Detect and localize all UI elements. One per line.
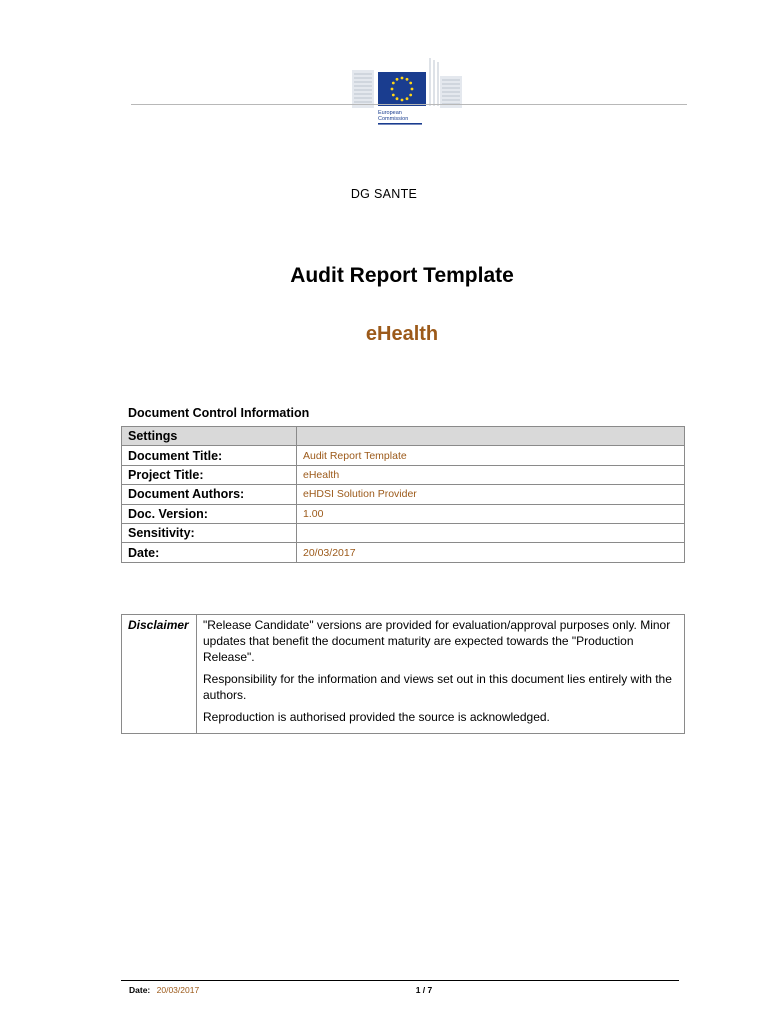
row-label: Doc. Version: [122,504,297,523]
table-row [122,446,685,465]
row-value: eHDSI Solution Provider [297,485,685,504]
disclaimer-paragraph: Responsibility for the information and views set out in this document lies entirely with the authors. [203,672,672,702]
row-label: Document Authors: [122,485,297,504]
european-commission-logo [352,56,464,128]
table-row [122,504,685,523]
table-row [122,485,685,504]
footer-rule [121,980,679,981]
disclaimer-paragraph: "Release Candidate" versions are provided for evaluation/approval purposes only. Minor updates that benefit the document maturity are expected towards the "Production Release". [203,618,671,664]
table-row [122,427,685,446]
row-label: Date: [122,543,297,562]
document-title: Audit Report Template [290,264,514,287]
svg-text:European: European [378,110,402,116]
table-row [122,465,685,484]
row-label: Document Title: [122,446,297,465]
row-value [297,427,685,446]
document-control-heading: Document Control Information [128,406,310,420]
row-value: Audit Report Template [297,446,685,465]
disclaimer-label: Disclaimer [122,615,197,734]
row-value: eHealth [297,465,685,484]
row-value [297,523,685,542]
header-rule [131,104,687,105]
row-label: Project Title: [122,465,297,484]
org-name: DG SANTE [350,187,418,201]
footer-date-value: 20/03/2017 [156,985,200,995]
table-row [122,523,685,542]
disclaimer-body [197,615,685,734]
svg-text:Commission: Commission [378,116,409,122]
disclaimer-table [121,614,685,734]
document-control-table [121,426,685,563]
european-commission-logo-icon [352,56,464,128]
table-row [122,615,685,734]
row-label: Settings [122,427,297,446]
row-value: 20/03/2017 [297,543,685,562]
disclaimer-paragraph: Reproduction is authorised provided the source is acknowledged. [203,710,550,724]
row-value: 1.00 [297,504,685,523]
table-row [122,543,685,562]
page-number: 1 / 7 [415,985,433,995]
document-subtitle: eHealth [365,323,439,345]
row-label: Sensitivity: [122,523,297,542]
footer-date-label: Date: [129,985,151,995]
